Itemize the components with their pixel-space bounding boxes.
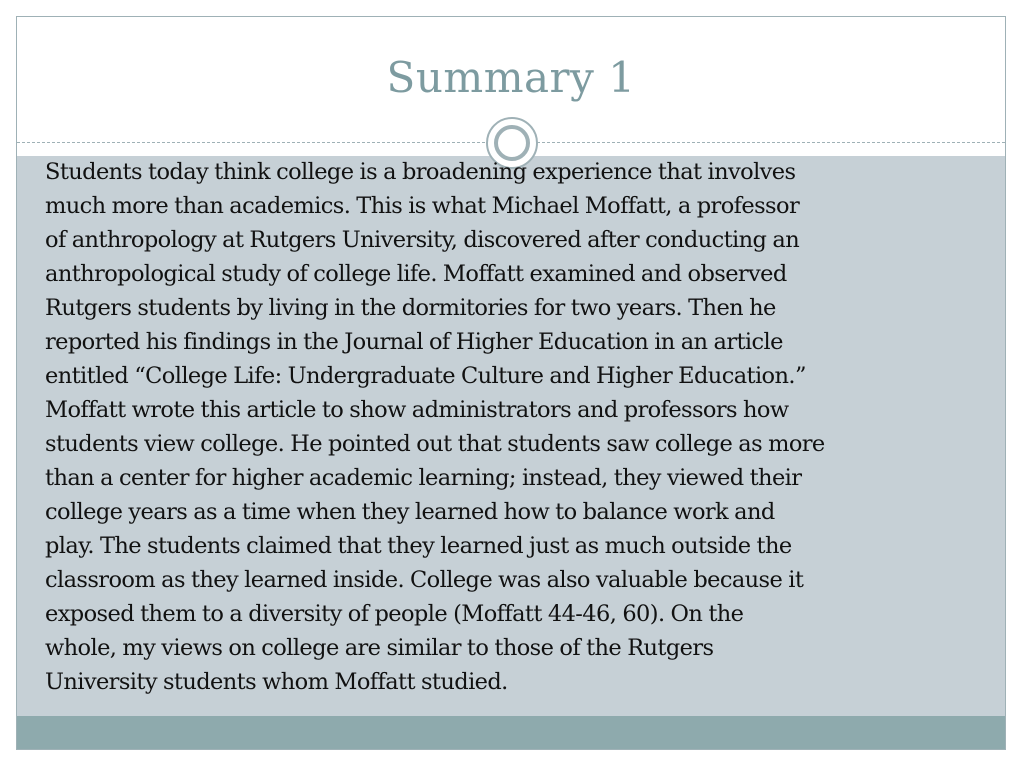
slide xyxy=(16,16,1006,750)
slide-body-text: Students today think college is a broadening experience that involves much more than academics. This is what Michael Moffatt, a professor of anthropology at Rutgers University, discovered after conducting an anthropological study of college life. Moffatt examined and observed Rutgers students by living in the dormitories for two years. Then he reported his findings in the Journal of Higher Education in an article entitled “College Life: Undergraduate Culture and Higher Education.” Moffatt wrote this article to show administrators and professors how students view college. He pointed out that students saw college as more than a center for higher academic learning; instead, they viewed their college years as a time when they learned how to balance work and play. The students claimed that they learned just as much outside the classroom as they learned inside. College was also valuable because it exposed them to a diversity of people (Moffatt 44-46, 60). On the whole, my views on college are similar to those of the Rutgers University students whom Moffatt studied. xyxy=(45,159,825,695)
slide-title: Summary 1 xyxy=(386,53,636,102)
footer-bar xyxy=(17,716,1005,750)
